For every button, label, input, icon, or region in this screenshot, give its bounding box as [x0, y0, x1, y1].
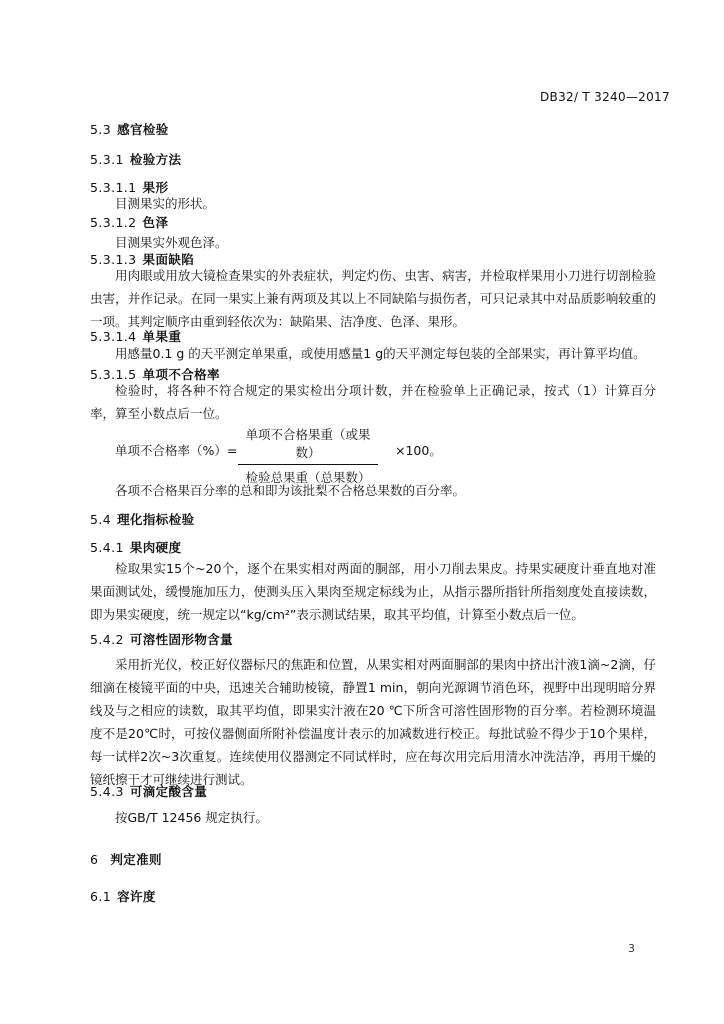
formula-factor: ×100。 [395, 443, 442, 458]
section-5-3-1-2-heading: 5.3.1.2 色泽 [90, 215, 169, 230]
section-5-3-1-5-text: 检验时，将各种不符合规定的果实检出分项计数，并在检验单上正确记录，按式（1）计算百分率，算至小数点后一位。 [90, 383, 656, 421]
page-number: 3 [628, 942, 635, 955]
section-6-heading: 6 判定准则 [90, 852, 162, 867]
section-5-3-1-3-heading: 5.3.1.3 果面缺陷 [90, 252, 195, 267]
document-code: DB32/ T 3240—2017 [540, 90, 670, 104]
section-5-3-1-5-heading: 5.3.1.5 单项不合格率 [90, 367, 220, 382]
section-5-3-heading: 5.3 感官检验 [90, 122, 169, 137]
fraction-bar [238, 464, 378, 465]
section-5-4-3-heading: 5.4.3 可滴定酸含量 [90, 784, 208, 799]
section-5-4-1-heading: 5.4.1 果肉硬度 [90, 540, 182, 555]
section-5-3-1-4-text: 用感量0.1 g 的天平测定单果重，或使用感量1 g的天平测定每包装的全部果实，再计算平均值。 [115, 346, 646, 361]
section-5-4-2-text: 采用折光仪，校正好仪器标尺的焦距和位置，从果实相对两面胴部的果肉中挤出汁液1滴~2滴，仔细滴在棱镜平面的中央，迅速关合辅助棱镜，静置1 min，朝向光源调节消色环，视野中出现明暗分界线及与之相应的读数，取其平均值，即果实汁液在20 ℃下所含可溶性固形物的百分率。若检测环境温度不是20℃时，可按仪器侧面所附补偿温度计表示的加减数进行校正。每批试验不得少于10个果样，每一试样2次~3次重复。连续使用仪器测定不同试样时，应在每次用完后用清水冲洗洁净，再用干燥的镜纸擦干才可继续进行测试。 [90, 657, 656, 787]
section-6-1-heading: 6.1 容许度 [90, 889, 156, 904]
section-5-3-1-heading: 5.3.1 检验方法 [90, 152, 182, 167]
section-5-4-1-text: 检取果实15个~20个，逐个在果实相对两面的胴部，用小刀削去果皮。持果实硬度计垂直地对准果面测试处，缓慢施加压力，使测头压入果肉至规定标线为止，从指示器所指针所指刻度处直接读数，即为果实硬度，统一规定以“kg/cm²”表示测试结果，取其平均值，计算至小数点后一位。 [90, 561, 656, 622]
section-5-4-3-text: 按GB/T 12456 规定执行。 [115, 810, 268, 825]
after-formula-text: 各项不合格果百分率的总和即为该批梨不合格总果数的百分率。 [115, 483, 466, 498]
section-5-4-2-heading: 5.4.2 可溶性固形物含量 [90, 632, 234, 647]
formula-fraction [238, 425, 378, 486]
section-5-3-1-3-text: 用肉眼或用放大镜检查果实的外表症状，判定灼伤、虫害、病害，并检取样果用小刀进行切剖检验虫害，并作记录。在同一果实上兼有两项及其以上不同缺陷与损伤者，可只记录其中对品质影响较重的一项。其判定顺序由重到轻依次为：缺陷果、洁净度、色泽、果形。 [90, 268, 656, 329]
section-5-3-1-1-text: 目测果实的形状。 [115, 196, 216, 211]
formula-numerator: 单项不合格果重（或果数） [245, 427, 371, 460]
section-5-3-1-1-heading: 5.3.1.1 果形 [90, 180, 169, 195]
formula-denominator: 检验总果重（总果数） [245, 470, 371, 485]
section-5-3-1-2-text: 目测果实外观色泽。 [115, 235, 228, 250]
section-5-4-heading: 5.4 理化指标检验 [90, 512, 195, 527]
formula-label: 单项不合格率（%）= [115, 443, 238, 458]
section-5-3-1-4-heading: 5.3.1.4 单果重 [90, 329, 182, 344]
